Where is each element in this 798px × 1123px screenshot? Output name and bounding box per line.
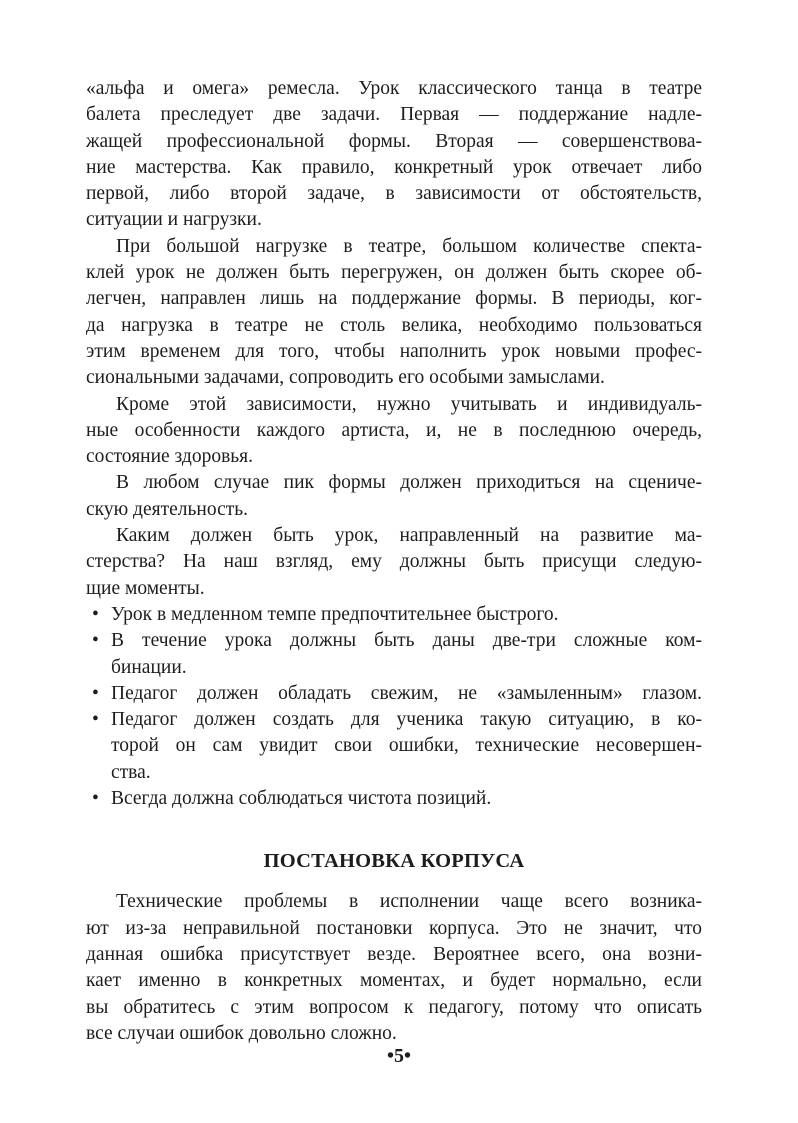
text-line: вы обратитесь с этим вопросом к педагогу, потому что описать bbox=[86, 996, 702, 1018]
text-line: все случаи ошибок довольно сложно. bbox=[86, 1022, 397, 1044]
text-line: ства. bbox=[111, 761, 151, 783]
section-heading: ПОСТАНОВКА КОРПУСА bbox=[263, 850, 525, 873]
list-item bbox=[86, 628, 702, 681]
text-line: Урок в медленном темпе предпочтительнее быстрого. bbox=[111, 603, 559, 625]
text-line: клей урок не должен быть перегружен, он должен быть скорее об- bbox=[86, 262, 702, 284]
text-line: ные особенности каждого артиста, и, не в последнюю очередь, bbox=[86, 419, 702, 441]
text-line: «альфа и омега» ремесла. Урок классического танца в театре bbox=[86, 78, 702, 99]
text-line: скую деятельность. bbox=[86, 498, 249, 520]
text-line: Каким должен быть урок, направленный на развитие ма- bbox=[116, 525, 702, 547]
text-line: В любом случае пик формы должен приходиться на сцениче- bbox=[116, 472, 702, 494]
text-line: Педагог должен обладать свежим, не «замыленным» глазом. bbox=[111, 682, 702, 704]
text-line: да нагрузка в театре не столь велика, необходимо пользоваться bbox=[86, 314, 702, 336]
text-line: этим временем для того, чтобы наполнить урок новыми профес- bbox=[86, 340, 702, 362]
text-line: щие моменты. bbox=[86, 577, 205, 599]
text-line: данная ошибка присутствует везде. Вероятнее всего, она возни- bbox=[86, 943, 702, 965]
paragraph bbox=[86, 392, 702, 471]
bullet-icon: • bbox=[92, 682, 99, 704]
text-line: ситуации и нагрузки. bbox=[86, 209, 262, 231]
bullet-icon: • bbox=[92, 709, 99, 731]
bullet-icon: • bbox=[92, 603, 99, 625]
text-line: В течение урока должны быть даны две-три сложные ком- bbox=[111, 630, 702, 652]
text-line: сиональными задачами, сопроводить его особыми замыслами. bbox=[86, 367, 605, 389]
text-line: жащей профессиональной формы. Вторая — совершенствова- bbox=[86, 130, 702, 152]
text-line: Педагог должен создать для ученика такую ситуацию, в ко- bbox=[111, 709, 702, 731]
text-line: При большой нагрузке в театре, большом количестве спекта- bbox=[116, 235, 702, 257]
text-line: бинации. bbox=[111, 656, 187, 678]
text-line: ние мастерства. Как правило, конкретный урок отвечает либо bbox=[86, 156, 702, 178]
text-line: легчен, направлен лишь на поддержание формы. В периоды, ког- bbox=[86, 288, 702, 310]
paragraph bbox=[86, 76, 702, 234]
text-line: первой, либо второй задаче, в зависимости от обстоятельств, bbox=[86, 183, 702, 205]
text-line: балета преследует две задачи. Первая — поддержание надле- bbox=[86, 104, 702, 126]
text-line: Технические проблемы в исполнении чаще всего возника- bbox=[116, 891, 702, 913]
page-number: •5• bbox=[386, 1045, 411, 1067]
list-item bbox=[86, 707, 702, 786]
paragraph bbox=[86, 470, 702, 523]
bullet-icon: • bbox=[92, 630, 99, 652]
list-item bbox=[86, 786, 702, 812]
text-line: кает именно в конкретных моментах, и будет нормально, если bbox=[86, 970, 702, 992]
body-text bbox=[86, 76, 702, 1047]
paragraph bbox=[86, 889, 702, 1047]
paragraph bbox=[86, 523, 702, 602]
text-line: Всегда должна соблюдаться чистота позиций. bbox=[111, 788, 492, 810]
bullet-list bbox=[86, 602, 702, 812]
text-line: ют из-за неправильной постановки корпуса. Это не значит, что bbox=[86, 917, 702, 939]
list-item bbox=[86, 602, 702, 628]
bullet-icon: • bbox=[92, 788, 99, 810]
text-line: торой он сам увидит свои ошибки, технические несовершен- bbox=[111, 735, 702, 757]
paragraph bbox=[86, 234, 702, 392]
list-item bbox=[86, 681, 702, 707]
text-line: Кроме этой зависимости, нужно учитывать и индивидуаль- bbox=[116, 393, 702, 415]
text-line: состояние здоровья. bbox=[86, 446, 254, 468]
text-line: стерства? На наш взгляд, ему должны быть присущи следую- bbox=[86, 551, 702, 573]
